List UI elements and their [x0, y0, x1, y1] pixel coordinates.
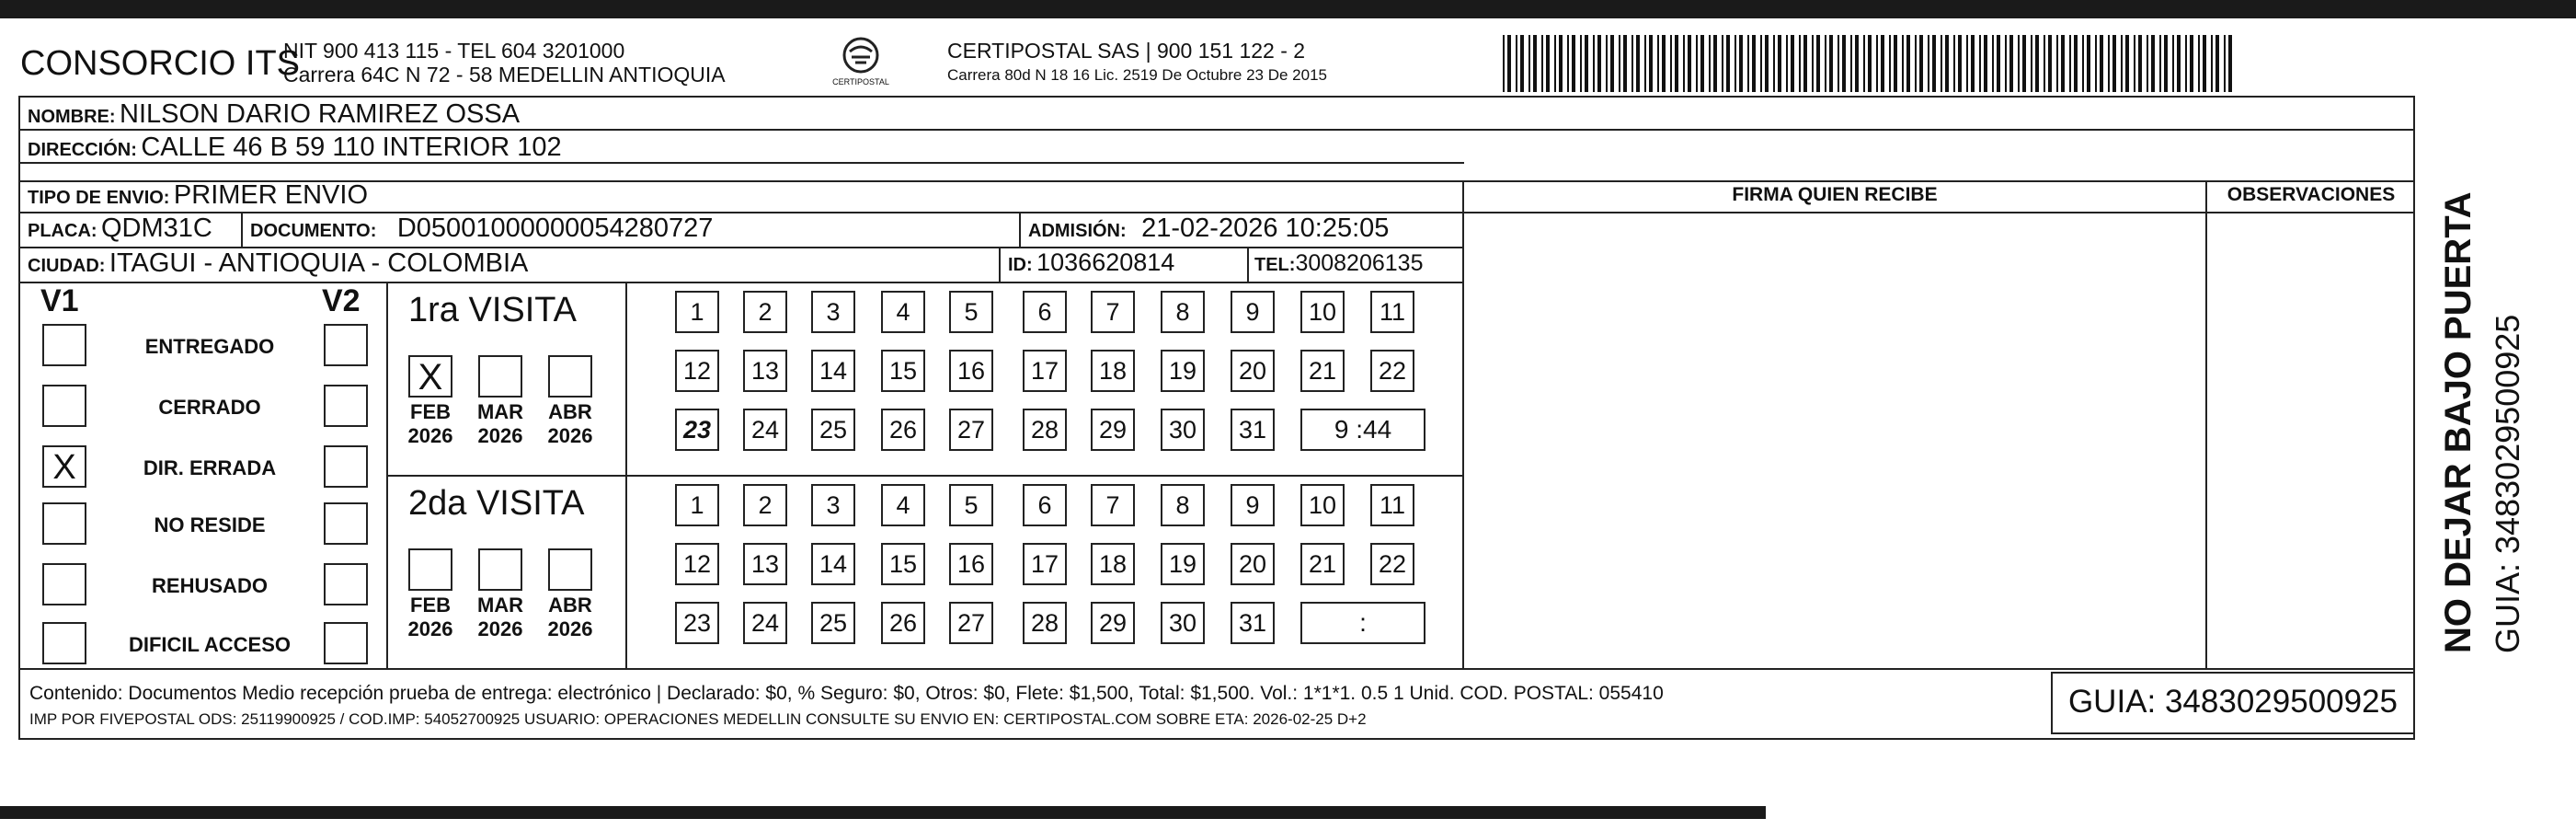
day-box[interactable]: 12: [675, 543, 719, 585]
month-year: 2026: [407, 424, 453, 447]
barcode-bar: [2211, 35, 2213, 92]
barcode-bar: [1838, 35, 1839, 92]
day-box[interactable]: 23: [675, 602, 719, 644]
day-box[interactable]: 27: [949, 409, 993, 451]
barcode-bar: [2018, 35, 2020, 92]
barcode: [1503, 35, 2238, 92]
barcode-bar: [1868, 35, 1872, 92]
day-box[interactable]: 25: [811, 409, 855, 451]
barcode-bar: [1619, 35, 1620, 92]
barcode-bar: [2082, 35, 2084, 92]
day-box[interactable]: 10: [1300, 484, 1345, 526]
month-year: 2026: [547, 617, 593, 640]
barcode-bar: [2044, 35, 2045, 92]
barcode-bar: [2005, 35, 2007, 92]
courier-address: Carrera 80d N 18 16 Lic. 2519 De Octubre 23 De 2015: [947, 66, 1327, 84]
barcode-bar: [2031, 35, 2032, 92]
nombre-value: NILSON DARIO RAMIREZ OSSA: [120, 99, 521, 129]
barcode-bar: [1572, 35, 1575, 92]
day-box[interactable]: 25: [811, 602, 855, 644]
barcode-bar: [1889, 35, 1891, 92]
barcode-bar: [1863, 35, 1865, 92]
barcode-bar: [1979, 35, 1981, 92]
barcode-bar: [2177, 35, 2181, 92]
v1-checkbox[interactable]: [42, 502, 86, 545]
month-checkbox[interactable]: X: [408, 355, 452, 398]
barcode-bar: [1610, 35, 1614, 92]
barcode-bar: [2172, 35, 2174, 92]
status-label: CERRADO: [158, 396, 261, 419]
barcode-bar: [1876, 35, 1878, 92]
barcode-bar: [1636, 35, 1640, 92]
tipo-label: TIPO DE ENVIO:: [28, 188, 170, 208]
certipostal-logo: [815, 35, 907, 92]
status-label: DIR. ERRADA: [143, 456, 277, 479]
barcode-bar: [1932, 35, 1936, 92]
barcode-bar: [1520, 35, 1524, 92]
month-label: ABR: [548, 594, 592, 617]
side-guia-number: GUIA: 3483029500925: [2489, 314, 2526, 653]
barcode-bar: [1752, 35, 1756, 92]
row-tel: [1254, 250, 1423, 277]
barcode-bar: [2159, 35, 2161, 92]
barcode-bar: [2121, 35, 2123, 92]
barcode-bar: [2035, 35, 2039, 92]
barcode-bar: [1516, 35, 1517, 92]
barcode-bar: [2112, 35, 2116, 92]
day-box[interactable]: 1: [675, 291, 719, 333]
barcode-bar: [1842, 35, 1846, 92]
row-placa: [28, 213, 212, 244]
v2-checkbox[interactable]: [324, 445, 368, 488]
day-box[interactable]: 4: [881, 484, 925, 526]
barcode-bar: [1567, 35, 1569, 92]
month-label: MAR: [476, 400, 524, 423]
tel-value: 3008206135: [1295, 250, 1424, 276]
day-box[interactable]: 14: [811, 543, 855, 585]
row-admision: [1028, 213, 1389, 244]
v1-checkbox[interactable]: [42, 563, 86, 605]
documento-value: D05001000000054280727: [396, 213, 714, 243]
day-box[interactable]: 6: [1023, 484, 1067, 526]
barcode-bar: [2074, 35, 2078, 92]
barcode-bar: [1713, 35, 1717, 92]
barcode-bar: [1816, 35, 1820, 92]
col-line: [1019, 212, 1021, 247]
barcode-bar: [2048, 35, 2052, 92]
barcode-bar: [1881, 35, 1884, 92]
day-box[interactable]: 10: [1300, 291, 1345, 333]
barcode-bar: [1735, 35, 1736, 92]
observaciones-header: OBSERVACIONES: [2227, 184, 2396, 205]
day-box[interactable]: 23: [675, 409, 719, 451]
v1-checkbox[interactable]: X: [42, 445, 86, 488]
visit-title: 1ra VISITA: [408, 291, 578, 329]
day-box[interactable]: 19: [1161, 350, 1205, 392]
content-summary: Contenido: Documentos Medio recepción prueba de entrega: electrónico | Declarado: $0, % Seguro: $0, Otros: $0, Flete: $1,500, Total: $1,500. Vol.: 1*1*1. 0.5 1 Unid. COD. POSTAL: 055410: [29, 683, 1664, 704]
barcode-bar: [1541, 35, 1543, 92]
tel-label: TEL:: [1254, 255, 1296, 275]
documento-label: DOCUMENTO:: [250, 221, 377, 241]
barcode-bar: [1997, 35, 2000, 92]
day-box[interactable]: 21: [1300, 543, 1345, 585]
v1-header: V1: [40, 283, 79, 318]
company-nit-phone: NIT 900 413 115 - TEL 604 3201000: [283, 39, 625, 63]
day-box[interactable]: 8: [1161, 291, 1205, 333]
day-box[interactable]: 9: [1231, 291, 1275, 333]
nombre-label: NOMBRE:: [28, 107, 116, 127]
day-box[interactable]: 11: [1370, 484, 1414, 526]
day-box[interactable]: 18: [1091, 543, 1135, 585]
row-line: [18, 282, 1464, 283]
barcode-bar: [1631, 35, 1633, 92]
barcode-bar: [2061, 35, 2065, 92]
barcode-bar: [2147, 35, 2148, 92]
id-label: ID:: [1008, 255, 1033, 275]
month-checkbox[interactable]: [478, 355, 522, 398]
barcode-bar: [1649, 35, 1653, 92]
barcode-bar: [1765, 35, 1769, 92]
barcode-bar: [2069, 35, 2071, 92]
day-box[interactable]: 9: [1231, 484, 1275, 526]
row-nombre: [28, 99, 520, 130]
time-field[interactable]: 9 :44: [1300, 409, 1425, 451]
day-box[interactable]: 5: [949, 291, 993, 333]
admision-value: 21-02-2026 10:25:05: [1141, 213, 1390, 243]
barcode-bar: [1906, 35, 1910, 92]
v1-checkbox[interactable]: [42, 622, 86, 664]
visit-title: 2da VISITA: [408, 484, 585, 523]
day-box[interactable]: 30: [1161, 409, 1205, 451]
row-tipo: [28, 180, 368, 211]
day-box[interactable]: 16: [949, 543, 993, 585]
day-box[interactable]: 14: [811, 350, 855, 392]
barcode-bar: [1850, 35, 1852, 92]
barcode-bar: [1747, 35, 1749, 92]
v2-checkbox[interactable]: [324, 502, 368, 545]
barcode-bar: [1958, 35, 1962, 92]
barcode-bar: [1606, 35, 1608, 92]
row-documento: [250, 213, 713, 244]
barcode-bar: [1855, 35, 1859, 92]
barcode-bar: [2009, 35, 2013, 92]
day-box[interactable]: 7: [1091, 291, 1135, 333]
barcode-bar: [1657, 35, 1659, 92]
day-box[interactable]: 30: [1161, 602, 1205, 644]
barcode-bar: [1803, 35, 1807, 92]
month-checkbox[interactable]: [548, 355, 592, 398]
side-panel: [2432, 120, 2560, 653]
barcode-bar: [2095, 35, 2097, 92]
barcode-bar: [1773, 35, 1775, 92]
barcode-bar: [1688, 35, 1691, 92]
barcode-bar: [1778, 35, 1781, 92]
barcode-bar: [1953, 35, 1955, 92]
barcode-bar: [1559, 35, 1563, 92]
row-direccion: [28, 133, 562, 163]
barcode-bar: [1945, 35, 1949, 92]
barcode-bar: [1928, 35, 1929, 92]
day-box[interactable]: 26: [881, 602, 925, 644]
guia-number: GUIA: 3483029500925: [2051, 672, 2415, 734]
status-label: REHUSADO: [152, 574, 268, 597]
barcode-bar: [1533, 35, 1537, 92]
barcode-bar: [1941, 35, 1942, 92]
day-box[interactable]: 13: [743, 543, 787, 585]
barcode-bar: [1700, 35, 1704, 92]
barcode-bar: [1709, 35, 1711, 92]
barcode-bar: [1546, 35, 1550, 92]
barcode-bar: [1791, 35, 1794, 92]
row-ciudad: [28, 248, 528, 279]
v2-header: V2: [322, 283, 361, 318]
barcode-bar: [2125, 35, 2129, 92]
day-box[interactable]: 12: [675, 350, 719, 392]
barcode-bar: [2087, 35, 2090, 92]
ciudad-label: CIUDAD:: [28, 256, 106, 276]
day-box[interactable]: 2: [743, 484, 787, 526]
day-box[interactable]: 24: [743, 409, 787, 451]
placa-value: QDM31C: [101, 213, 212, 243]
day-box[interactable]: 18: [1091, 350, 1135, 392]
barcode-bar: [2138, 35, 2142, 92]
status-label: NO RESIDE: [154, 513, 266, 536]
logo-icon: [815, 35, 907, 77]
day-box[interactable]: 20: [1231, 543, 1275, 585]
v2-checkbox[interactable]: [324, 385, 368, 427]
v1-checkbox[interactable]: [42, 324, 86, 366]
day-box[interactable]: 6: [1023, 291, 1067, 333]
day-box[interactable]: 24: [743, 602, 787, 644]
month-checkbox[interactable]: [478, 548, 522, 591]
barcode-bar: [1915, 35, 1917, 92]
barcode-bar: [1722, 35, 1723, 92]
barcode-bar: [1644, 35, 1646, 92]
barcode-bar: [2203, 35, 2206, 92]
v2-checkbox[interactable]: [324, 324, 368, 366]
day-box[interactable]: 1: [675, 484, 719, 526]
day-box[interactable]: 29: [1091, 409, 1135, 451]
barcode-bar: [2108, 35, 2110, 92]
barcode-bar: [1726, 35, 1730, 92]
id-value: 1036620814: [1036, 248, 1175, 276]
barcode-bar: [1829, 35, 1833, 92]
month-year: 2026: [407, 617, 453, 640]
placa-label: PLACA:: [28, 221, 97, 241]
ciudad-value: ITAGUI - ANTIOQUIA - COLOMBIA: [109, 248, 529, 278]
row-line: [18, 180, 2415, 182]
day-box[interactable]: 19: [1161, 543, 1205, 585]
row-line: [386, 475, 1464, 477]
month-year: 2026: [547, 424, 593, 447]
admision-label: ADMISIÓN:: [1028, 221, 1127, 241]
barcode-bar: [1623, 35, 1627, 92]
barcode-bar: [1739, 35, 1743, 92]
barcode-bar: [2215, 35, 2219, 92]
v1-checkbox[interactable]: [42, 385, 86, 427]
row-line: [18, 668, 2415, 670]
barcode-bar: [2190, 35, 2193, 92]
day-box[interactable]: 11: [1370, 291, 1414, 333]
barcode-bar: [2164, 35, 2168, 92]
row-id: [1008, 248, 1174, 277]
day-box[interactable]: 20: [1231, 350, 1275, 392]
month-label: MAR: [476, 594, 524, 617]
direccion-label: DIRECCIÓN:: [28, 140, 137, 160]
barcode-bar: [1902, 35, 1904, 92]
barcode-bar: [2228, 35, 2232, 92]
barcode-bar: [1662, 35, 1666, 92]
day-box[interactable]: 3: [811, 484, 855, 526]
barcode-bar: [1760, 35, 1762, 92]
company-address: Carrera 64C N 72 - 58 MEDELLIN ANTIOQUIA: [283, 63, 726, 86]
day-box[interactable]: 17: [1023, 350, 1067, 392]
day-box[interactable]: 28: [1023, 409, 1067, 451]
day-box[interactable]: 7: [1091, 484, 1135, 526]
day-box[interactable]: 4: [881, 291, 925, 333]
day-box[interactable]: 26: [881, 409, 925, 451]
day-box[interactable]: 8: [1161, 484, 1205, 526]
barcode-bar: [2151, 35, 2155, 92]
barcode-bar: [2224, 35, 2226, 92]
barcode-bar: [1992, 35, 1994, 92]
barcode-bar: [1696, 35, 1698, 92]
day-box[interactable]: 13: [743, 350, 787, 392]
print-info: IMP POR FIVEPOSTAL ODS: 25119900925 / COD.IMP: 54052700925 USUARIO: OPERACIONES MEDELLIN CONSULTE SU ENVIO EN: CERTIPOSTAL.COM SOBRE ETA: 2026-02-25 D+2: [29, 710, 1367, 728]
barcode-bar: [2100, 35, 2103, 92]
day-box[interactable]: 29: [1091, 602, 1135, 644]
firma-header: FIRMA QUIEN RECIBE: [1732, 184, 1938, 205]
day-box[interactable]: 28: [1023, 602, 1067, 644]
barcode-bar: [1585, 35, 1588, 92]
day-box[interactable]: 16: [949, 350, 993, 392]
tipo-value: PRIMER ENVIO: [173, 180, 369, 210]
barcode-bar: [1670, 35, 1672, 92]
month-year: 2026: [477, 617, 523, 640]
barcode-bar: [1507, 35, 1511, 92]
barcode-bar: [2134, 35, 2135, 92]
day-box[interactable]: 3: [811, 291, 855, 333]
company-name: CONSORCIO ITS: [20, 44, 301, 83]
col-line: [241, 212, 243, 247]
day-box[interactable]: 5: [949, 484, 993, 526]
no-bajo-puerta-warning: NO DEJAR BAJO PUERTA: [2438, 191, 2479, 653]
barcode-bar: [1683, 35, 1685, 92]
v2-checkbox[interactable]: [324, 563, 368, 605]
barcode-bar: [1503, 35, 1505, 92]
barcode-bar: [1984, 35, 1987, 92]
barcode-bar: [1919, 35, 1923, 92]
barcode-bar: [2056, 35, 2058, 92]
month-year: 2026: [477, 424, 523, 447]
courier-name: CERTIPOSTAL SAS | 900 151 122 - 2: [947, 39, 1306, 63]
month-label: FEB: [410, 400, 451, 423]
barcode-bar: [1593, 35, 1595, 92]
day-box[interactable]: 15: [881, 543, 925, 585]
day-box[interactable]: 27: [949, 602, 993, 644]
col-line: [1462, 180, 1464, 668]
barcode-bar: [1554, 35, 1556, 92]
day-box[interactable]: 22: [1370, 350, 1414, 392]
barcode-bar: [1786, 35, 1788, 92]
direccion-value: CALLE 46 B 59 110 INTERIOR 102: [141, 133, 562, 162]
v2-checkbox[interactable]: [324, 622, 368, 664]
time-field[interactable]: :: [1300, 602, 1425, 644]
bottom-edge-band: [0, 806, 1766, 819]
day-box[interactable]: 21: [1300, 350, 1345, 392]
day-box[interactable]: 15: [881, 350, 925, 392]
barcode-bar: [1894, 35, 1897, 92]
month-checkbox[interactable]: [408, 548, 452, 591]
col-line: [999, 247, 1001, 282]
day-box[interactable]: 2: [743, 291, 787, 333]
top-edge-band: [0, 0, 2576, 18]
day-box[interactable]: 22: [1370, 543, 1414, 585]
barcode-bar: [1580, 35, 1582, 92]
status-label: DIFICIL ACCESO: [128, 633, 291, 656]
barcode-bar: [1966, 35, 1968, 92]
col-line: [1247, 247, 1249, 282]
barcode-bar: [2022, 35, 2026, 92]
day-box[interactable]: 17: [1023, 543, 1067, 585]
barcode-bar: [1812, 35, 1814, 92]
barcode-bar: [1597, 35, 1601, 92]
barcode-bar: [1825, 35, 1826, 92]
month-label: FEB: [410, 594, 451, 617]
month-label: ABR: [548, 400, 592, 423]
barcode-bar: [1971, 35, 1975, 92]
day-box[interactable]: 31: [1231, 409, 1275, 451]
barcode-bar: [2185, 35, 2187, 92]
barcode-bar: [1528, 35, 1530, 92]
day-box[interactable]: 31: [1231, 602, 1275, 644]
barcode-bar: [1799, 35, 1801, 92]
month-checkbox[interactable]: [548, 548, 592, 591]
logo-text: CERTIPOSTAL: [832, 77, 889, 86]
barcode-bar: [1675, 35, 1678, 92]
barcode-bar: [2198, 35, 2200, 92]
col-line: [2205, 180, 2207, 668]
status-label: ENTREGADO: [144, 335, 275, 358]
